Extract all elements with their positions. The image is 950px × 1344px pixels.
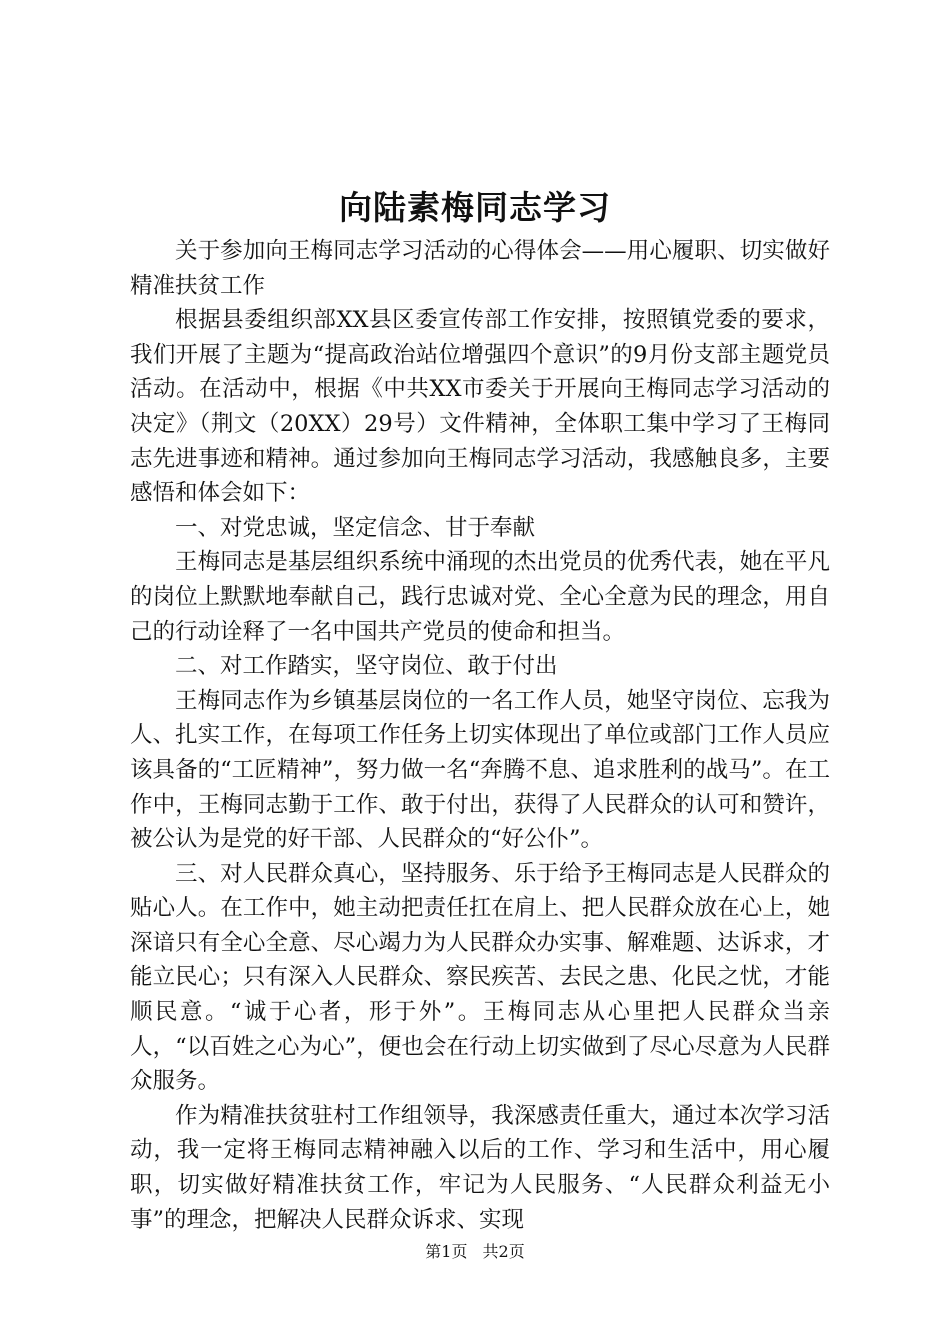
- paragraph-section-3: 三、对人民群众真心，坚持服务、乐于给予王梅同志是人民群众的贴心人。在工作中，她主动把责任扛在肩上、把人民群众放在心上，她深谙只有全心全意、尽心竭力为人民群众办实事、解难题、达诉求，才能立民心；只有深入人民群众、察民疾苦、去民之患、化民之忧，才能顺民意。“诚于心者，形于外”。王梅同志从心里把人民群众当亲人，“以百姓之心为心”，便也会在行动上切实做到了尽心尽意为人民群众服务。: [130, 860, 830, 1095]
- paragraph-intro: 根据县委组织部XX县区委宣传部工作安排，按照镇党委的要求，我们开展了主题为“提高政治站位增强四个意识”的9月份支部主题党员活动。在活动中，根据《中共XX市委关于开展向王梅同志学习活动的决定》（荆文（20XX）29号）文件精神，全体职工集中学习了王梅同志先进事迹和精神。通过参加向王梅同志学习活动，我感触良多，主要感悟和体会如下：: [130, 307, 830, 507]
- paragraph-section-2: 王梅同志作为乡镇基层岗位的一名工作人员，她坚守岗位、忘我为人、扎实工作，在每项工作任务上切实体现出了单位或部门工作人员应该具备的“工匠精神”，努力做一名“奔腾不息、追求胜利的战马”。在工作中，王梅同志勤于工作、敢于付出，获得了人民群众的认可和赞许，被公认为是党的好干部、人民群众的“好公仆”。: [130, 687, 830, 853]
- page-title: 向陆素梅同志学习: [339, 188, 611, 227]
- paragraph-section-1: 王梅同志是基层组织系统中涌现的杰出党员的优秀代表，她在平凡的岗位上默默地奉献自己，践行忠诚对党、全心全意为民的理念，用自己的行动诠释了一名中国共产党员的使命和担当。: [130, 549, 830, 645]
- section-heading-2: 二、对工作踏实，坚守岗位、敢于付出: [175, 653, 558, 680]
- paragraph-subtitle: 关于参加向王梅同志学习活动的心得体会——用心履职、切实做好精准扶贫工作: [130, 238, 830, 299]
- page-number-current: 第1页: [425, 1242, 468, 1261]
- section-heading-1: 一、对党忠诚，坚定信念、甘于奉献: [175, 514, 536, 541]
- document-body: [130, 234, 830, 1237]
- paragraph-conclusion: 作为精准扶贫驻村工作组领导，我深感责任重大，通过本次学习活动，我一定将王梅同志精神融入以后的工作、学习和生活中，用心履职，切实做好精准扶贫工作，牢记为人民服务、“人民群众利益无小事”的理念，把解决人民群众诉求、实现: [130, 1102, 830, 1233]
- page-number-total: 共2页: [482, 1242, 525, 1261]
- page-footer: [0, 1240, 950, 1264]
